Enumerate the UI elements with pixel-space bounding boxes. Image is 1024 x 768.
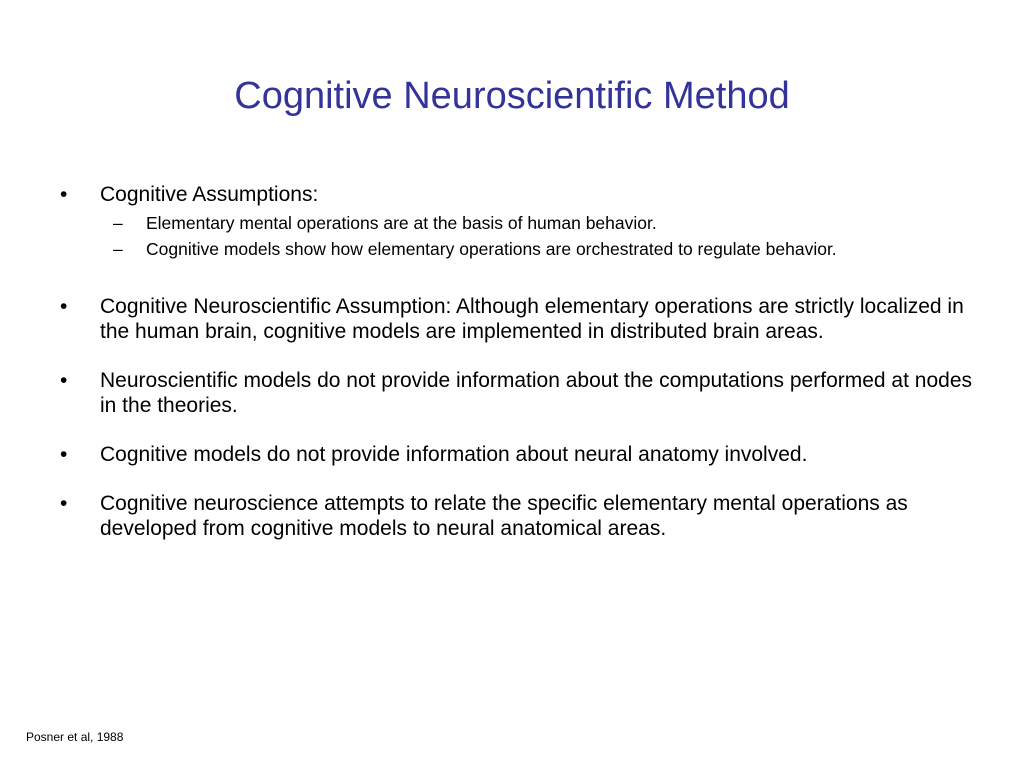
sub-item — [100, 239, 956, 260]
sub-item — [100, 213, 956, 234]
bullet-text: Cognitive neuroscience attempts to relate the specific elementary mental operations as developed from cognitive models to neural anatomical areas. — [100, 492, 908, 540]
sub-marker: – — [113, 239, 123, 259]
bullet-marker: • — [60, 443, 68, 466]
bullet-item — [58, 294, 988, 344]
slide-title: Cognitive Neuroscientific Method — [234, 75, 790, 117]
bullet-item — [58, 491, 988, 541]
bullet-text: Cognitive Neuroscientific Assumption: Although elementary operations are strictly localized in the human brain, cognitive models are implemented in distributed brain areas. — [100, 295, 964, 343]
sub-item-text: Cognitive models show how elementary operations are orchestrated to regulate behavior. — [146, 239, 837, 259]
sub-item-text: Elementary mental operations are at the basis of human behavior. — [146, 213, 657, 233]
sub-list — [100, 213, 988, 260]
bullet-item — [58, 182, 988, 260]
bullet-marker: • — [60, 369, 68, 392]
sub-marker: – — [113, 213, 123, 233]
bullet-text: Cognitive models do not provide information about neural anatomy involved. — [100, 443, 808, 466]
bullet-list — [58, 182, 988, 565]
bullet-text: Neuroscientific models do not provide information about the computations performed at nodes in the theories. — [100, 369, 972, 417]
bullet-item — [58, 368, 988, 418]
bullet-marker: • — [60, 183, 68, 206]
bullet-text: Cognitive Assumptions: — [100, 183, 319, 206]
citation: Posner et al, 1988 — [26, 730, 124, 744]
bullet-marker: • — [60, 295, 68, 318]
bullet-marker: • — [60, 492, 68, 515]
bullet-item — [58, 442, 988, 467]
